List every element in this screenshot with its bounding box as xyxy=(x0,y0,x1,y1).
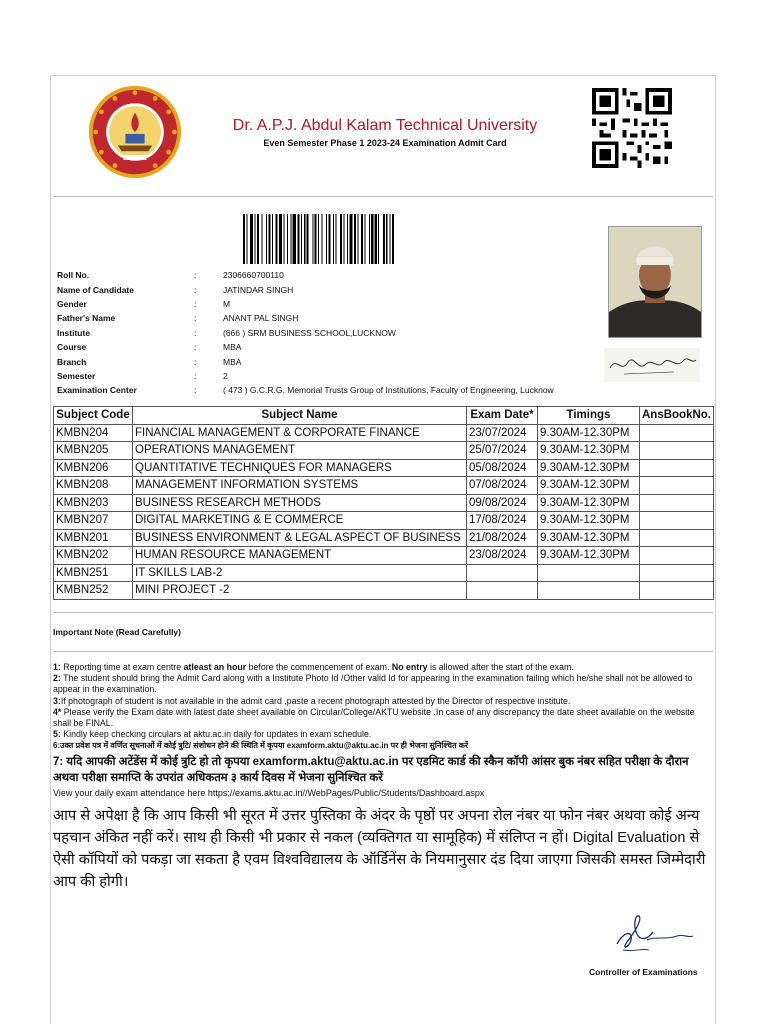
timings-cell: 9.30AM-12.30PM xyxy=(538,494,640,512)
subject-name-cell: BUSINESS RESEARCH METHODS xyxy=(133,494,467,512)
subject-table xyxy=(53,406,714,600)
col-exam-date: Exam Date* xyxy=(467,407,538,425)
candidate-photo xyxy=(608,226,702,338)
ansbook-cell xyxy=(640,564,714,582)
col-ansbook: AnsBookNo. xyxy=(640,407,714,425)
ansbook-cell xyxy=(640,477,714,495)
divider xyxy=(53,612,713,613)
info-label: Father's Name xyxy=(57,313,116,324)
subject-code-cell: KMBN205 xyxy=(54,442,133,460)
info-colon: : xyxy=(194,298,197,309)
info-row xyxy=(57,340,554,354)
subject-name-cell: BUSINESS ENVIRONMENT & LEGAL ASPECT OF BUSINESS xyxy=(133,529,467,547)
subject-code-cell: KMBN207 xyxy=(54,512,133,530)
ansbook-cell xyxy=(640,494,714,512)
info-row xyxy=(57,297,554,311)
info-colon: : xyxy=(194,284,197,295)
info-value: MBA xyxy=(223,342,242,353)
info-value: MBA xyxy=(223,356,242,367)
roll-barcode xyxy=(243,214,493,264)
timings-cell xyxy=(538,564,640,582)
info-colon: : xyxy=(194,327,197,338)
exam-date-cell: 07/08/2024 xyxy=(467,477,538,495)
note-2: 2: The student should bring the Admit Card along with a Institute Photo Id /Other valid Id for appearing in the examination failing which he/she shall not be allowed to appear in the examination. xyxy=(53,673,693,695)
subject-code-cell: KMBN201 xyxy=(54,529,133,547)
subject-name-cell: QUANTITATIVE TECHNIQUES FOR MANAGERS xyxy=(133,459,467,477)
info-value: ANANT PAL SINGH xyxy=(223,313,299,324)
info-colon: : xyxy=(194,342,197,353)
info-value: JATINDAR SINGH xyxy=(223,284,294,295)
table-row xyxy=(54,582,714,600)
ansbook-cell xyxy=(640,582,714,600)
attendance-link-text: View your daily exam attendance here https://exams.aktu.ac.in//WebPages/Public/Students/Dashboard.aspx xyxy=(53,787,485,798)
divider xyxy=(53,196,713,197)
info-colon: : xyxy=(194,356,197,367)
university-name: Dr. A.P.J. Abdul Kalam Technical University xyxy=(232,117,538,134)
exam-date-cell: 09/08/2024 xyxy=(467,494,538,512)
info-row xyxy=(57,268,554,282)
note-7: 7: यदि आपकी अटेंडेंस में कोई त्रुटि हो तो कृपया examform.aktu@aktu.ac.in पर एडमिट कार्ड की स्कैन कॉपी आंसर बुक नंबर सहित परीक्षा के दौरान अथवा परीक्षा समाप्ति के उपरांत अधिकतम ३ कार्य दिवस में भेजना सुनिश्चित करें xyxy=(53,755,689,784)
table-row xyxy=(54,477,714,495)
exam-date-cell xyxy=(467,564,538,582)
subject-name-cell: FINANCIAL MANAGEMENT & CORPORATE FINANCE xyxy=(133,424,467,442)
exam-date-cell: 23/08/2024 xyxy=(467,547,538,565)
info-label: Semester xyxy=(57,370,96,381)
ansbook-cell xyxy=(640,512,714,530)
note-5: 5: Kindly keep checking circulars at aktu.ac.in daily for updates in exam schedule. xyxy=(53,729,372,740)
info-label: Roll No. xyxy=(57,270,90,281)
exam-date-cell: 17/08/2024 xyxy=(467,512,538,530)
timings-cell xyxy=(538,582,640,600)
table-row xyxy=(54,529,714,547)
col-timings: Timings xyxy=(538,407,640,425)
important-note-title: Important Note (Read Carefully) xyxy=(53,627,181,637)
subject-name-cell: HUMAN RESOURCE MANAGEMENT xyxy=(133,547,467,565)
qr-code xyxy=(592,88,672,168)
timings-cell: 9.30AM-12.30PM xyxy=(538,512,640,530)
info-row xyxy=(57,282,554,296)
subject-code-cell: KMBN204 xyxy=(54,424,133,442)
info-label: Gender xyxy=(57,298,87,309)
divider xyxy=(53,651,713,652)
subject-code-cell: KMBN203 xyxy=(54,494,133,512)
info-colon: : xyxy=(194,270,197,281)
info-value: ( 473 ) G.C.R.G. Memorial Trusts Group of Institutions, Faculty of Engineering, Lucknow xyxy=(223,385,554,396)
subject-name-cell: DIGITAL MARKETING & E COMMERCE xyxy=(133,512,467,530)
ansbook-cell xyxy=(640,529,714,547)
info-row xyxy=(57,354,554,368)
candidate-info xyxy=(57,268,554,398)
exam-title: Even Semester Phase 1 2023-24 Examination Admit Card xyxy=(263,138,507,148)
info-colon: : xyxy=(194,313,197,324)
col-subject-name: Subject Name xyxy=(133,407,467,425)
subject-name-cell: IT SKILLS LAB-2 xyxy=(133,564,467,582)
subject-name-cell: OPERATIONS MANAGEMENT xyxy=(133,442,467,460)
table-row xyxy=(54,512,714,530)
exam-date-cell xyxy=(467,582,538,600)
ansbook-cell xyxy=(640,547,714,565)
info-label: Branch xyxy=(57,356,87,367)
subject-name-cell: MANAGEMENT INFORMATION SYSTEMS xyxy=(133,477,467,495)
table-row xyxy=(54,494,714,512)
info-row xyxy=(57,326,554,340)
timings-cell: 9.30AM-12.30PM xyxy=(538,424,640,442)
info-value: 2 xyxy=(223,370,228,381)
info-label: Institute xyxy=(57,327,91,338)
university-logo xyxy=(87,84,183,180)
subject-code-cell: KMBN208 xyxy=(54,477,133,495)
controller-signature xyxy=(603,910,699,960)
controller-label: Controller of Examinations xyxy=(589,967,698,977)
timings-cell: 9.30AM-12.30PM xyxy=(538,442,640,460)
ansbook-cell xyxy=(640,424,714,442)
timings-cell: 9.30AM-12.30PM xyxy=(538,529,640,547)
table-row xyxy=(54,424,714,442)
info-label: Name of Candidate xyxy=(57,284,134,295)
note-4: 4* Please verify the Exam date with latest date sheet available on Circular/College/AKTU website .In case of any discrepancy the date sheet available on the website shall be FINAL. xyxy=(53,706,695,729)
timings-cell: 9.30AM-12.30PM xyxy=(538,477,640,495)
timings-cell: 9.30AM-12.30PM xyxy=(538,459,640,477)
exam-date-cell: 05/08/2024 xyxy=(467,459,538,477)
exam-date-cell: 25/07/2024 xyxy=(467,442,538,460)
exam-date-cell: 21/08/2024 xyxy=(467,529,538,547)
subject-code-cell: KMBN252 xyxy=(54,582,133,600)
col-subject-code: Subject Code xyxy=(54,407,133,425)
table-row xyxy=(54,547,714,565)
info-value: 2306660700110 xyxy=(223,270,284,281)
note-6: 6:उक्त प्रवेश पत्र में वर्णित सूचनाओं में कोई त्रुटि/ संशोधन होने की स्थिति में कृपया examform.aktu@aktu.ac.in पर ही भेजना सुनिश्चित करें xyxy=(53,741,469,751)
table-row xyxy=(54,564,714,582)
ansbook-cell xyxy=(640,459,714,477)
timings-cell: 9.30AM-12.30PM xyxy=(538,547,640,565)
subject-code-cell: KMBN206 xyxy=(54,459,133,477)
subject-code-cell: KMBN202 xyxy=(54,547,133,565)
notes xyxy=(53,662,713,893)
info-value: M xyxy=(223,298,231,309)
ansbook-cell xyxy=(640,442,714,460)
info-colon: : xyxy=(194,370,197,381)
info-colon: : xyxy=(194,385,197,396)
info-row xyxy=(57,311,554,325)
table-header-row xyxy=(54,407,714,425)
table-row xyxy=(54,459,714,477)
subject-code-cell: KMBN251 xyxy=(54,564,133,582)
info-label: Examination Center xyxy=(57,385,137,396)
info-row xyxy=(57,383,554,397)
subject-name-cell: MINI PROJECT -2 xyxy=(133,582,467,600)
note-3: 3:If photograph of student is not available in the admit card ,paste a recent photograph attested by the Director of respective institute. xyxy=(53,695,571,706)
hindi-warning: आप से अपेक्षा है कि आप किसी भी सूरत में उत्तर पुस्तिका के अंदर के पृष्ठों पर अपना रोल नंबर या फोन नंबर अथवा कोई अन्य पहचान अंकित नहीं करें। साथ ही किसी भी प्रकार से नकल (व्यक्तिगत या सामूहिक) में संलिप्त न हों। Digital Evaluation से ऐसी कॉपियों को पकड़ा जा सकता है एवम विश्वविद्यालय के ऑर्डिनेंस के नियमानुसार दंड दिया जाएगा जिसकी समस्त जिम्मेदारी आप की होगी। xyxy=(53,807,706,890)
exam-date-cell: 23/07/2024 xyxy=(467,424,538,442)
table-row xyxy=(54,442,714,460)
info-row xyxy=(57,369,554,383)
student-signature xyxy=(604,348,700,382)
info-label: Course xyxy=(57,342,87,353)
info-value: (666 ) SRM BUSINESS SCHOOL,LUCKNOW xyxy=(223,327,396,338)
note-1: 1: Reporting time at exam centre atleast an hour before the commencement of exam. No entry is allowed after the start of the exam. xyxy=(53,662,574,672)
